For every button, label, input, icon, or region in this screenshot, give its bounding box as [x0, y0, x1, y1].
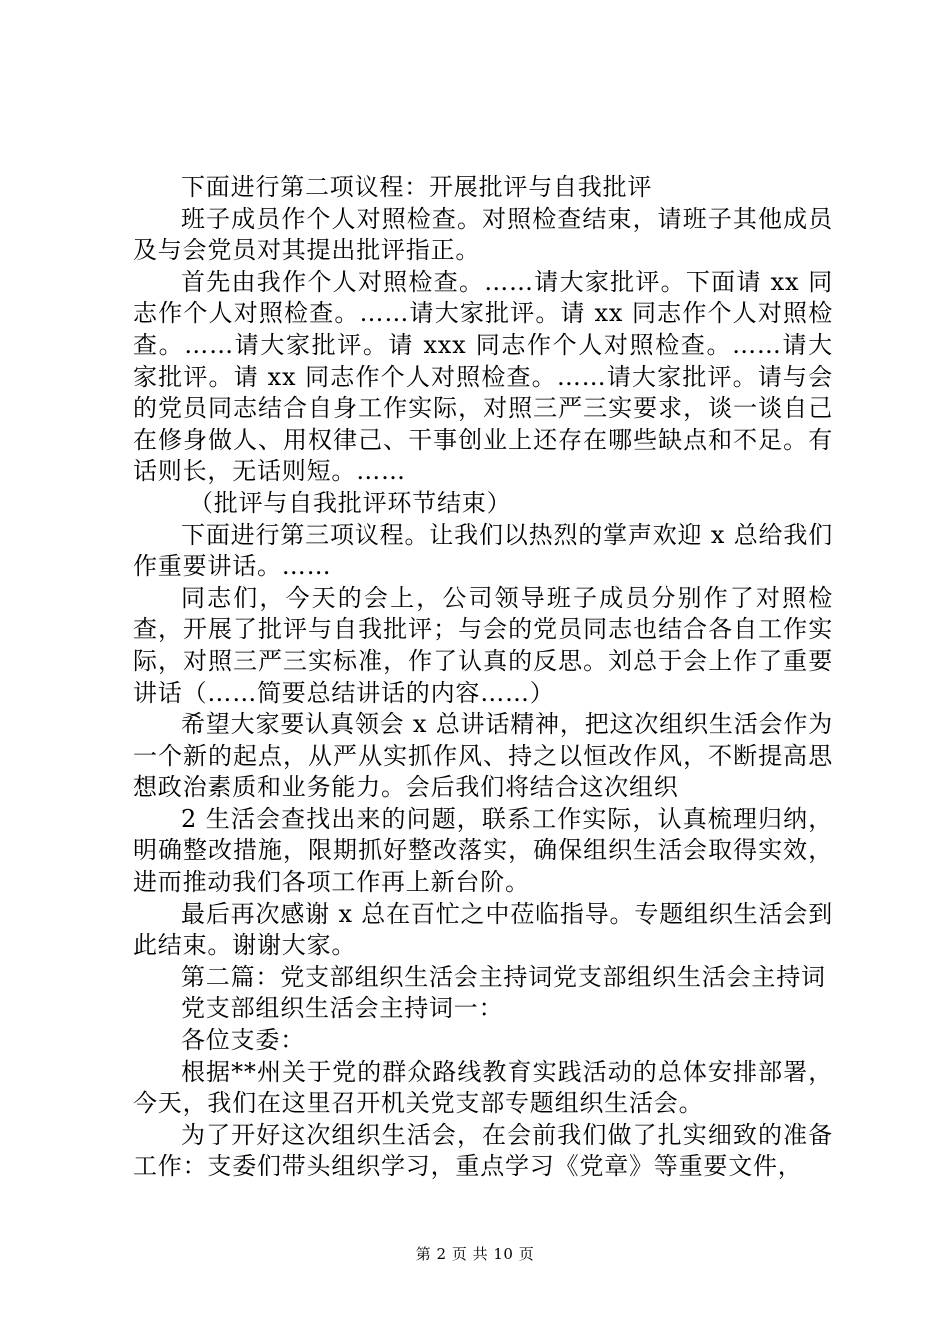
paragraph-hope: 希望大家要认真领会 x 总讲话精神，把这次组织生活会作为一个新的起点，从严从实抓作风、持之以恒改作风，不断提高思想政治素质和业务能力。会后我们将结合这次组织 [133, 710, 833, 802]
paragraph-agenda-item-two: 下面进行第二项议程：开展批评与自我批评 [181, 173, 653, 201]
paragraph-agenda-item-three: 下面进行第三项议程。让我们以热烈的掌声欢迎 x 总给我们作重要讲话。…… [133, 520, 833, 581]
paragraph-preparation: 为了开好这次组织生活会，在会前我们做了扎实细致的准备工作：支委们带头组织学习，重点学习《党章》等重要文件， [133, 1120, 833, 1181]
document-body [133, 172, 833, 1183]
subheading-script-one: 党支部组织生活会主持词一： [181, 994, 504, 1023]
paragraph-closing: 最后再次感谢 x 总在百忙之中莅临指导。专题组织生活会到此结束。谢谢大家。 [133, 899, 833, 960]
paragraph-meeting-basis: 根据**州关于党的群众路线教育实践活动的总体安排部署，今天，我们在这里召开机关党支部专题组织生活会。 [133, 1057, 833, 1118]
page-number-footer: 第 2 页 共 10 页 [415, 1245, 535, 1263]
section-heading-part-two: 第二篇：党支部组织生活会主持词党支部组织生活会主持词 [181, 962, 826, 991]
paragraph-salutation: 各位支委： [181, 1026, 305, 1055]
paragraph-summary: 同志们，今天的会上，公司领导班子成员分别作了对照检查，开展了批评与自我批评；与会的党员同志也结合各自工作实际，对照三严三实标准，作了认真的反思。刘总于会上作了重要讲话（……简要总结讲话的内容……） [133, 583, 833, 707]
paragraph-rectification: 2 生活会查找出来的问题，联系工作实际，认真梳理归纳，明确整改措施，限期抓好整改落实，确保组织生活会取得实效，进而推动我们各项工作再上新台阶。 [133, 804, 833, 897]
paragraph-criticism-end-note: （批评与自我批评环节结束） [189, 488, 512, 517]
paragraph-self-check-process: 首先由我作个人对照检查。……请大家批评。下面请 xx 同志作个人对照检查。……请大家批评。请 xx 同志作个人对照检查。……请大家批评。请 xxx 同志作个人对照检查。……请大家批评。请 xx 同志作个人对照检查。……请大家批评。请与会的党员同志结合自身工作实际，对照三严三实要求，谈一谈自己在修身做人、用权律己、干事创业上还存在哪些缺点和不足。有话则长，无话则短。…… [133, 267, 833, 486]
paragraph-self-check-intro: 班子成员作个人对照检查。对照检查结束，请班子其他成员及与会党员对其提出批评指正。 [133, 204, 833, 265]
